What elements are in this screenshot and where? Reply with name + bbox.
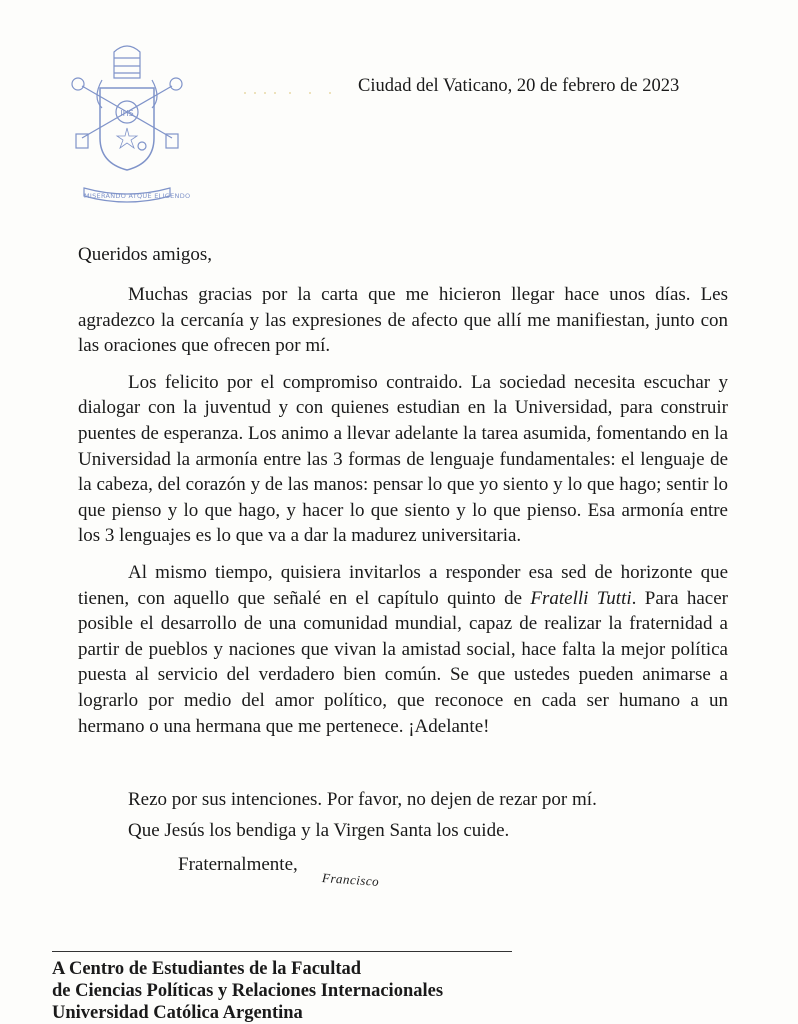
date-line: Ciudad del Vaticano, 20 de febrero de 2023 [358, 76, 680, 96]
recipient-line-3: Universidad Católica Argentina [52, 1003, 303, 1023]
letter-body [78, 282, 728, 750]
recipient-line-2: de Ciencias Políticas y Relaciones Internacionales [52, 981, 444, 1001]
svg-text:IHS: IHS [120, 109, 134, 118]
book-title: Fratelli Tutti [530, 587, 632, 609]
paragraph-2: Los felicito por el compromiso contraido. La sociedad necesita escuchar y dialogar con la juventud y con quienes estudian en la Universidad, para construir puentes de esperanza. Los animo a llevar adelante la tarea asumida, fomentando en la Universidad la armonía entre las 3 formas de lenguaje fundamentales: el lenguaje de la cabeza, del corazón y de las manos: pensar lo que yo siento y lo que hago; sentir lo que pienso y lo que hago, y hacer lo que siento y lo que pienso. Esa armonía entre los 3 lenguajes es lo que va a dar la madurez universitaria. [78, 371, 728, 547]
paragraph-1: Muchas gracias por la carta que me hicieron llegar hace unos días. Les agradezco la cercanía y las expresiones de afecto que allí me manifiestan, junto con las oraciones que ofrecen por mí. [78, 284, 728, 357]
closing-prayer: Rezo por sus intenciones. Por favor, no dejen de rezar por mí. [128, 789, 597, 810]
address-divider [52, 951, 512, 952]
recipient-line-1: A Centro de Estudiantes de la Facultad [52, 959, 362, 979]
sign-off: Fraternalmente, [178, 854, 298, 875]
papal-coat-of-arms [62, 38, 192, 208]
paragraph-3 [78, 560, 728, 739]
closing-blessing: Que Jesús los bendiga y la Virgen Santa los cuide. [128, 820, 510, 841]
salutation: Queridos amigos, [78, 244, 213, 265]
recipient-address [52, 958, 443, 1024]
paragraph-3-end: . Para hacer posible el desarrollo de una comunidad mundial, capaz de realizar la fraternidad a partir de pueblos y naciones que vivan la amistad social, hace falta la mejor política puesta al servicio del verdadero bien común. Se que ustedes pueden animarse a lograrlo por medio del amor político, que reconoce en cada ser humano a un hermano o una hermana que me pertenece. ¡Adelante! [78, 587, 728, 737]
seal-motto: MISERANDO ATQUE ELIGENDO [84, 192, 191, 200]
paragraph-3-start: Al mismo tiempo, quisiera invitarlos a responder esa sed de horizonte que tienen, con aquello que señalé en el capítulo quinto de [78, 561, 728, 609]
signature: Francisco [321, 870, 380, 889]
faint-stamp-marks [240, 90, 340, 96]
